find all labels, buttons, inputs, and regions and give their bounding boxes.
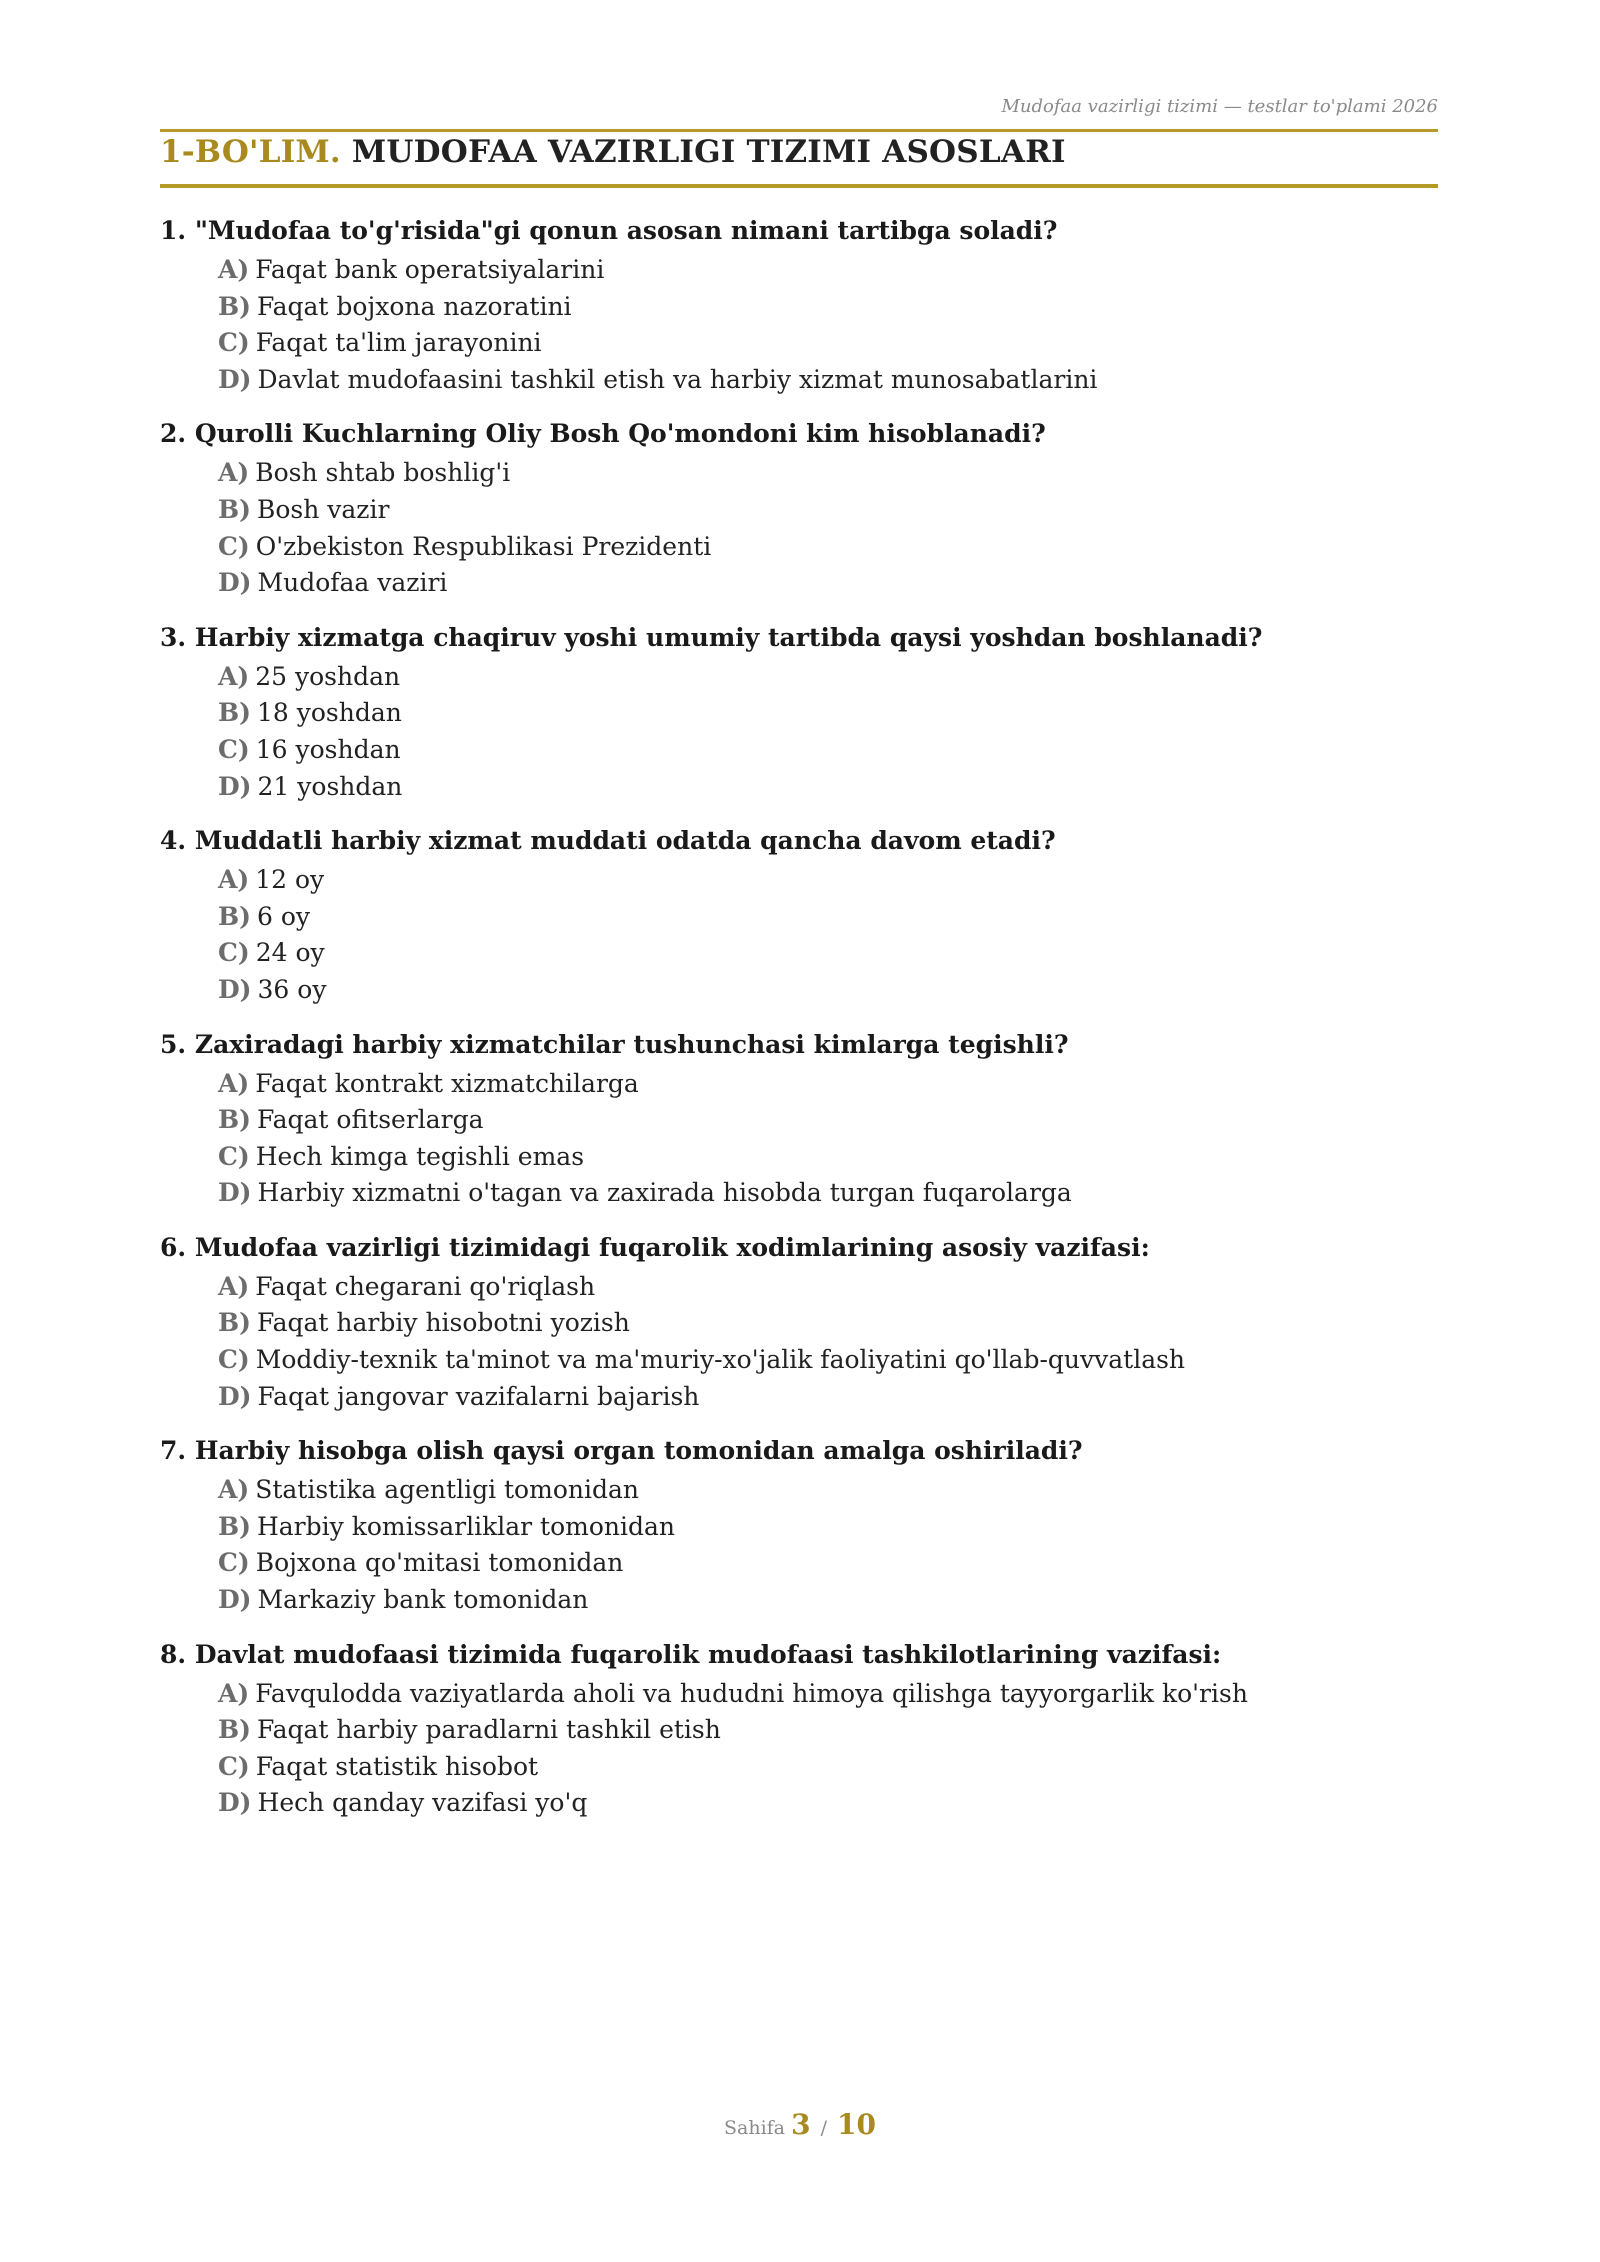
question-text bbox=[160, 214, 1440, 248]
page-footer bbox=[0, 2108, 1600, 2141]
option-text: O'zbekiston Respublikasi Prezidenti bbox=[255, 531, 712, 561]
option-text: Faqat chegarani qo'riqlash bbox=[255, 1271, 596, 1301]
question-number: 2. bbox=[160, 419, 187, 449]
question-text bbox=[160, 621, 1440, 655]
section-title bbox=[160, 134, 1066, 170]
option-text: Moddiy-texnik ta'minot va ma'muriy-xo'jalik faoliyatini qo'llab-quvvatlash bbox=[255, 1345, 1186, 1375]
option-letter: A) bbox=[218, 1475, 250, 1505]
option-letter: B) bbox=[218, 291, 251, 321]
option-text: 12 oy bbox=[255, 865, 325, 895]
option-letter: D) bbox=[218, 771, 252, 801]
page-separator: / bbox=[820, 2117, 827, 2139]
question-item bbox=[160, 1028, 1440, 1212]
answer-option bbox=[218, 1785, 1440, 1822]
answer-options bbox=[218, 455, 1440, 601]
option-text: Bosh shtab boshlig'i bbox=[255, 458, 511, 488]
option-text: Faqat bank operatsiyalarini bbox=[255, 255, 605, 284]
answer-option bbox=[218, 659, 1440, 696]
option-text: 25 yoshdan bbox=[255, 661, 401, 691]
option-text: 24 oy bbox=[255, 938, 325, 968]
option-text: Faqat ofitserlarga bbox=[256, 1105, 484, 1135]
page-current: 3 bbox=[791, 2108, 811, 2141]
answer-option bbox=[218, 1676, 1440, 1713]
running-header: Mudofaa vazirligi tizimi — testlar to'plami 2026 bbox=[1001, 96, 1438, 117]
option-letter: A) bbox=[218, 1271, 250, 1301]
option-text: Faqat ta'lim jarayonini bbox=[255, 328, 542, 358]
header-rule bbox=[160, 129, 1438, 132]
option-text: 6 oy bbox=[256, 901, 310, 931]
question-body: Davlat mudofaasi tizimida fuqarolik mudofaasi tashkilotlarining vazifasi: bbox=[194, 1639, 1222, 1669]
option-letter: A) bbox=[218, 1678, 250, 1708]
option-letter: C) bbox=[218, 1548, 250, 1578]
answer-option bbox=[218, 362, 1440, 399]
option-letter: B) bbox=[218, 1715, 251, 1745]
question-number: 8. bbox=[160, 1639, 187, 1669]
option-letter: B) bbox=[218, 901, 251, 931]
option-letter: C) bbox=[218, 938, 250, 968]
question-item bbox=[160, 214, 1440, 398]
option-text: Faqat kontrakt xizmatchilarga bbox=[255, 1068, 639, 1098]
option-text: Davlat mudofaasini tashkil etish va harbiy xizmat munosabatlarini bbox=[257, 364, 1098, 394]
answer-option bbox=[218, 1582, 1440, 1619]
option-text: Mudofaa vaziri bbox=[257, 568, 448, 598]
question-item bbox=[160, 1638, 1440, 1822]
answer-option bbox=[218, 1509, 1440, 1546]
question-number: 7. bbox=[160, 1436, 187, 1466]
answer-option bbox=[218, 1472, 1440, 1509]
question-number: 5. bbox=[160, 1029, 187, 1059]
answer-option bbox=[218, 1379, 1440, 1416]
option-text: Bosh vazir bbox=[256, 494, 390, 524]
answer-option bbox=[218, 492, 1440, 529]
answer-option bbox=[218, 862, 1440, 899]
option-letter: A) bbox=[218, 1068, 250, 1098]
option-letter: C) bbox=[218, 1345, 250, 1375]
option-letter: D) bbox=[218, 1381, 252, 1411]
option-text: Faqat jangovar vazifalarni bajarish bbox=[257, 1381, 700, 1411]
option-text: Markaziy bank tomonidan bbox=[257, 1585, 589, 1615]
question-list bbox=[160, 214, 1440, 1841]
option-text: Faqat harbiy paradlarni tashkil etish bbox=[256, 1715, 721, 1745]
question-body: Qurolli Kuchlarning Oliy Bosh Qo'mondoni kim hisoblanadi? bbox=[194, 419, 1046, 449]
question-body: Muddatli harbiy xizmat muddati odatda qancha davom etadi? bbox=[194, 826, 1056, 856]
option-text: 36 oy bbox=[257, 974, 327, 1004]
option-letter: B) bbox=[218, 1308, 251, 1338]
question-text bbox=[160, 1638, 1440, 1672]
answer-options bbox=[218, 1676, 1440, 1822]
answer-option bbox=[218, 695, 1440, 732]
option-letter: D) bbox=[218, 364, 252, 394]
question-item bbox=[160, 1231, 1440, 1415]
answer-options bbox=[218, 1269, 1440, 1415]
question-number: 4. bbox=[160, 826, 187, 856]
option-letter: A) bbox=[218, 865, 250, 895]
section-rule bbox=[160, 184, 1438, 188]
option-letter: B) bbox=[218, 1105, 251, 1135]
option-letter: B) bbox=[218, 494, 251, 524]
answer-options bbox=[218, 1066, 1440, 1212]
question-item bbox=[160, 417, 1440, 601]
answer-option bbox=[218, 1269, 1440, 1306]
question-text bbox=[160, 824, 1440, 858]
option-letter: C) bbox=[218, 1751, 250, 1781]
option-text: 16 yoshdan bbox=[255, 734, 401, 764]
section-number: 1-BO'LIM. bbox=[160, 134, 341, 170]
answer-option bbox=[218, 1102, 1440, 1139]
answer-option bbox=[218, 732, 1440, 769]
question-text bbox=[160, 1434, 1440, 1468]
option-letter: D) bbox=[218, 1178, 252, 1208]
option-text: Bojxona qo'mitasi tomonidan bbox=[255, 1548, 624, 1578]
page-total: 10 bbox=[837, 2108, 877, 2141]
question-item bbox=[160, 621, 1440, 805]
answer-option bbox=[218, 1175, 1440, 1212]
question-item bbox=[160, 824, 1440, 1008]
option-letter: A) bbox=[218, 661, 250, 691]
answer-option bbox=[218, 935, 1440, 972]
question-body: Mudofaa vazirligi tizimidagi fuqarolik xodimlarining asosiy vazifasi: bbox=[194, 1232, 1150, 1262]
option-text: Harbiy komissarliklar tomonidan bbox=[256, 1511, 676, 1541]
answer-option bbox=[218, 455, 1440, 492]
option-letter: A) bbox=[218, 458, 250, 488]
answer-option bbox=[218, 1139, 1440, 1176]
question-number: 3. bbox=[160, 622, 187, 652]
option-letter: D) bbox=[218, 568, 252, 598]
option-letter: C) bbox=[218, 328, 250, 358]
answer-option bbox=[218, 1066, 1440, 1103]
answer-option bbox=[218, 252, 1440, 289]
option-text: Hech kimga tegishli emas bbox=[255, 1141, 585, 1171]
question-body: Harbiy hisobga olish qaysi organ tomonidan amalga oshiriladi? bbox=[194, 1436, 1083, 1466]
option-text: Faqat harbiy hisobotni yozish bbox=[256, 1308, 630, 1338]
answer-option bbox=[218, 529, 1440, 566]
option-text: 21 yoshdan bbox=[257, 771, 403, 801]
question-text bbox=[160, 1231, 1440, 1265]
option-letter: D) bbox=[218, 974, 252, 1004]
answer-option bbox=[218, 565, 1440, 602]
option-letter: B) bbox=[218, 698, 251, 728]
answer-option bbox=[218, 1545, 1440, 1582]
option-text: Faqat bojxona nazoratini bbox=[256, 291, 572, 321]
answer-option bbox=[218, 899, 1440, 936]
option-letter: C) bbox=[218, 1141, 250, 1171]
answer-options bbox=[218, 862, 1440, 1008]
answer-option bbox=[218, 1749, 1440, 1786]
option-letter: B) bbox=[218, 1511, 251, 1541]
answer-option bbox=[218, 325, 1440, 362]
option-text: Harbiy xizmatni o'tagan va zaxirada hisobda turgan fuqarolarga bbox=[257, 1178, 1072, 1208]
question-item bbox=[160, 1434, 1440, 1618]
option-letter: C) bbox=[218, 734, 250, 764]
question-text bbox=[160, 1028, 1440, 1062]
option-text: Statistika agentligi tomonidan bbox=[255, 1475, 639, 1505]
answer-option bbox=[218, 289, 1440, 326]
answer-options bbox=[218, 252, 1440, 398]
answer-options bbox=[218, 659, 1440, 805]
answer-option bbox=[218, 1712, 1440, 1749]
option-text: 18 yoshdan bbox=[256, 698, 402, 728]
option-text: Hech qanday vazifasi yo'q bbox=[257, 1788, 588, 1818]
question-body: "Mudofaa to'g'risida"gi qonun asosan nimani tartibga soladi? bbox=[194, 216, 1058, 245]
answer-option bbox=[218, 1342, 1440, 1379]
option-text: Faqat statistik hisobot bbox=[255, 1751, 539, 1781]
option-letter: A) bbox=[218, 255, 250, 284]
page-label: Sahifa bbox=[723, 2117, 786, 2139]
section-name: MUDOFAA VAZIRLIGI TIZIMI ASOSLARI bbox=[351, 134, 1066, 170]
option-text: Favqulodda vaziyatlarda aholi va hududni himoya qilishga tayyorgarlik ko'rish bbox=[255, 1678, 1248, 1708]
question-number: 6. bbox=[160, 1232, 187, 1262]
option-letter: D) bbox=[218, 1585, 252, 1615]
question-body: Zaxiradagi harbiy xizmatchilar tushunchasi kimlarga tegishli? bbox=[194, 1029, 1069, 1059]
answer-option bbox=[218, 972, 1440, 1009]
option-letter: C) bbox=[218, 531, 250, 561]
option-letter: D) bbox=[218, 1788, 252, 1818]
answer-option bbox=[218, 1305, 1440, 1342]
question-number: 1. bbox=[160, 216, 187, 245]
question-body: Harbiy xizmatga chaqiruv yoshi umumiy tartibda qaysi yoshdan boshlanadi? bbox=[194, 622, 1263, 652]
question-text bbox=[160, 417, 1440, 451]
answer-options bbox=[218, 1472, 1440, 1618]
answer-option bbox=[218, 769, 1440, 806]
